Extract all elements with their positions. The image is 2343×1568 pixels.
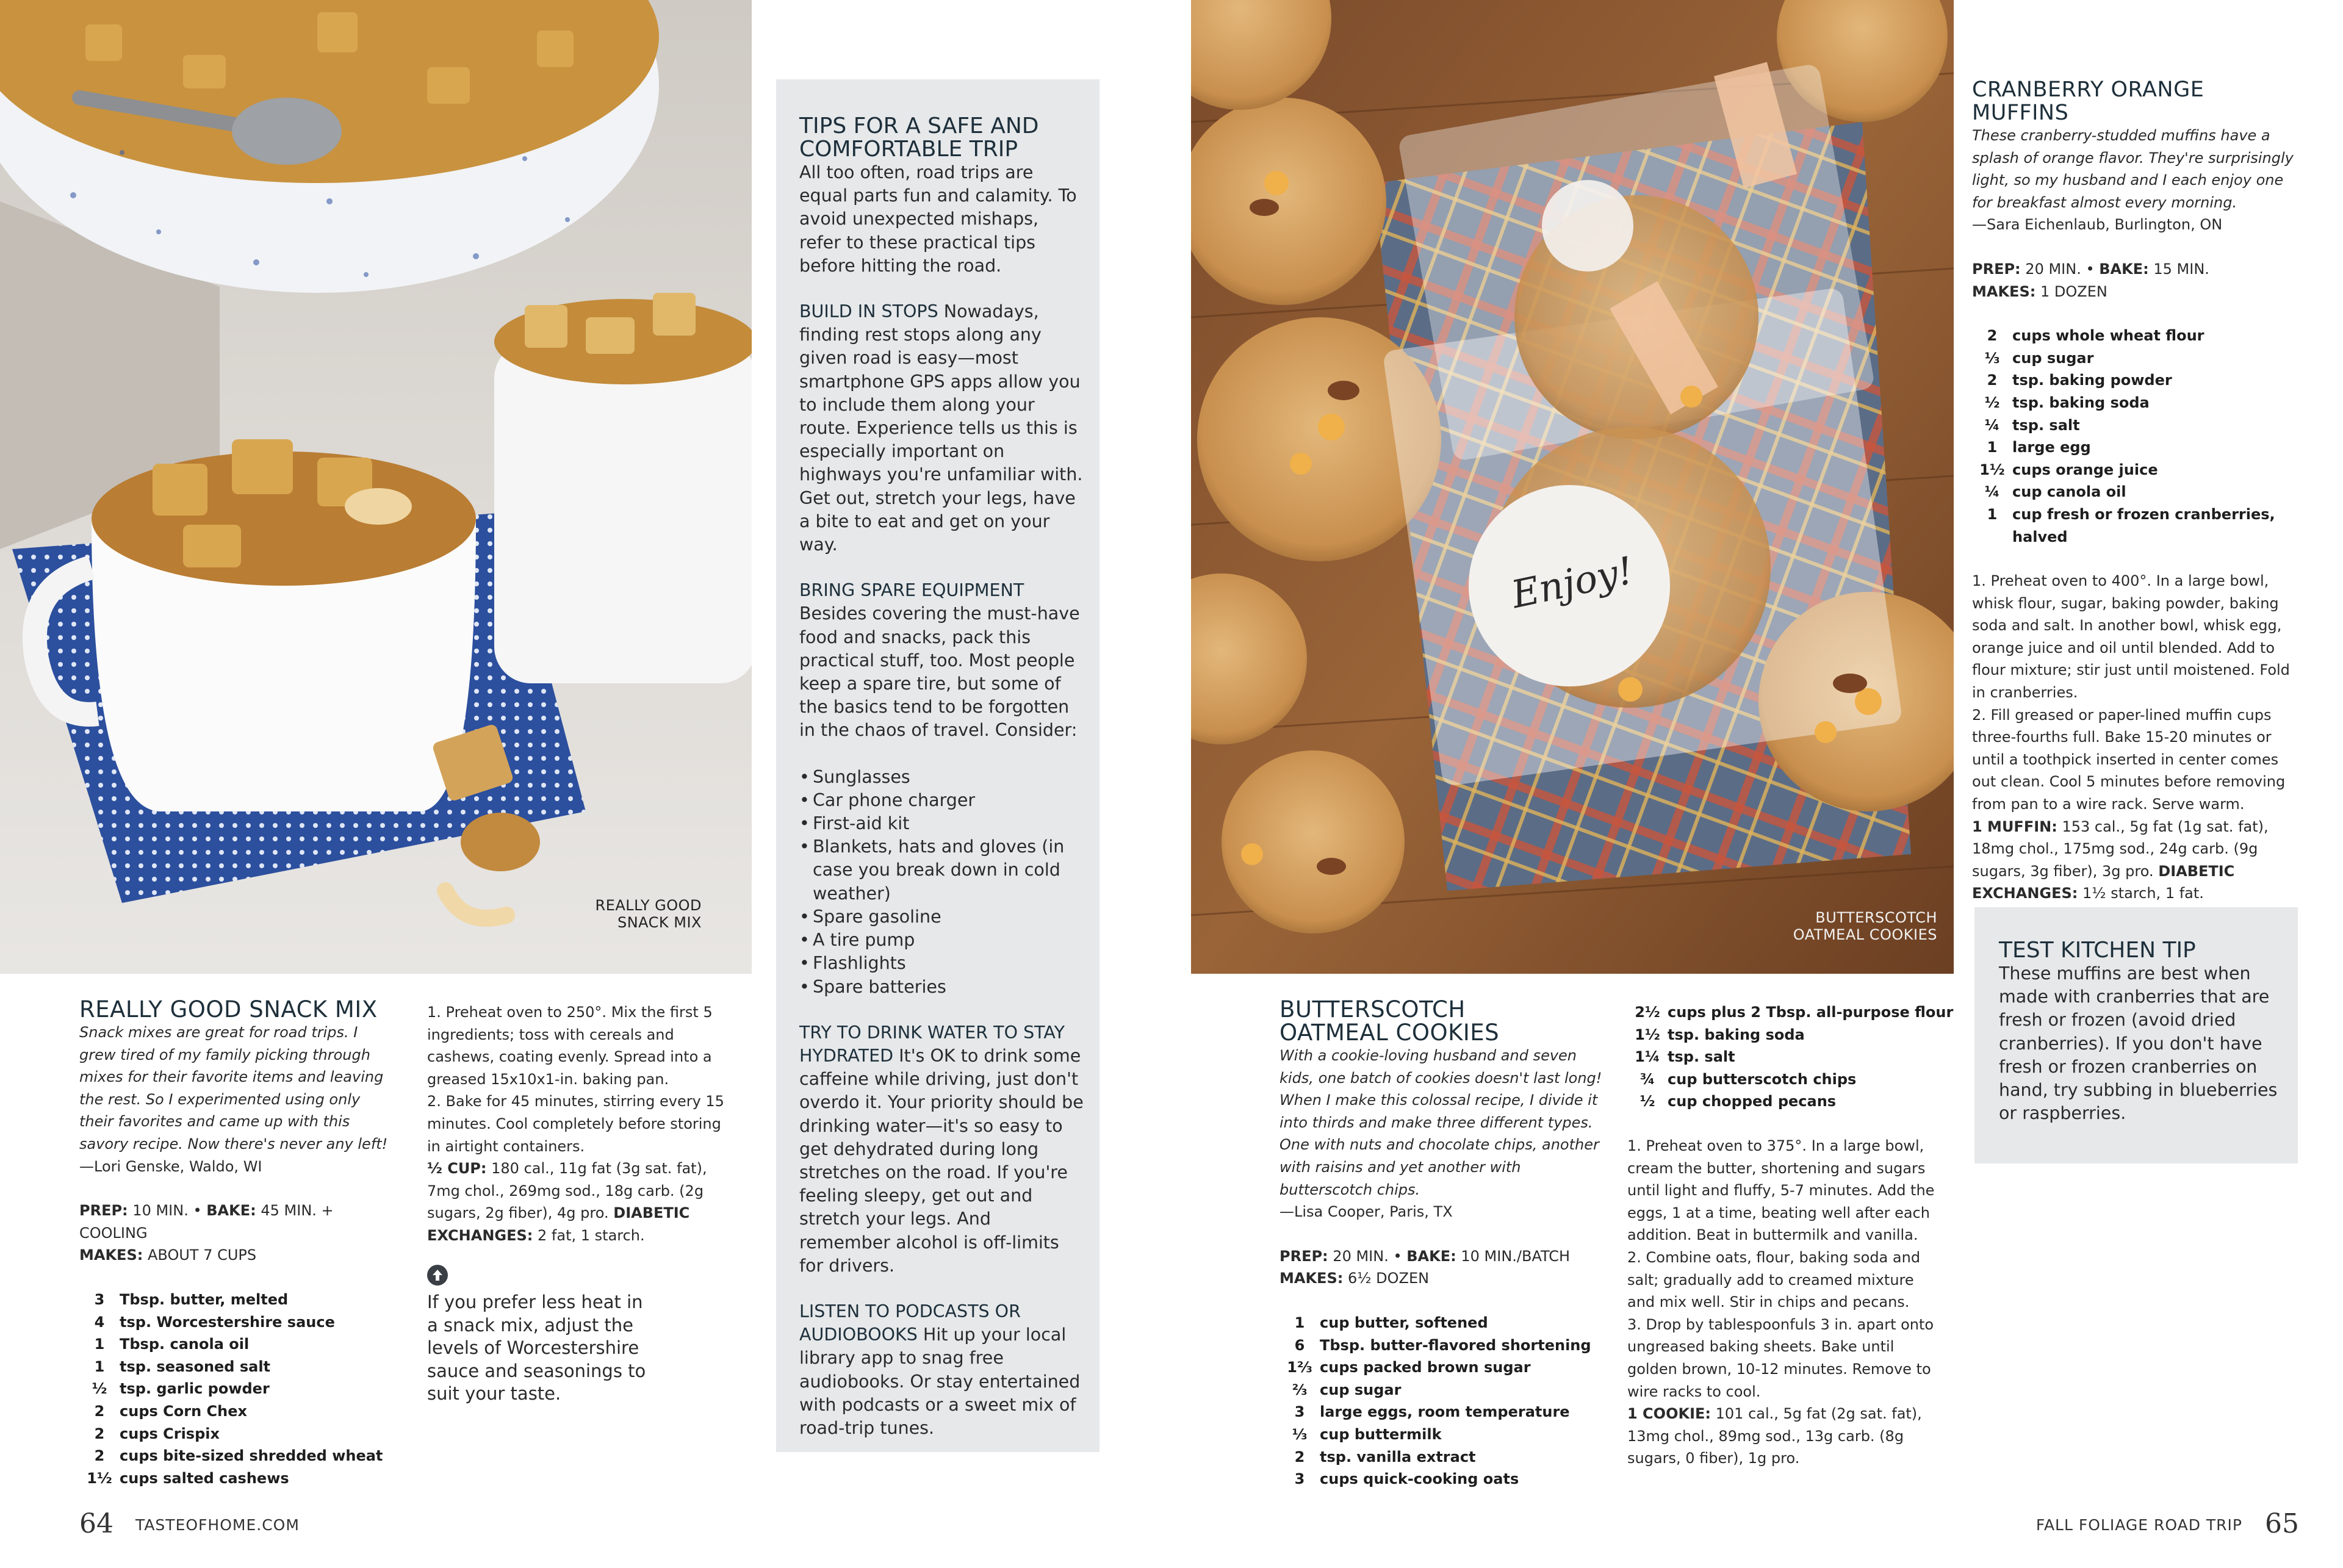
ingredient-name: large eggs, room temperature: [1320, 1403, 1570, 1421]
recipe-intro: With a cookie-loving husband and seven kids, one batch of cookies doesn't last long! When I make this colossal recipe, I divide it into thirds and make three different types. One with nuts and chocolate chips, another with raisins and yet another with butterscotch chips.: [1279, 1047, 1602, 1198]
ingredient-name: tsp. salt: [1668, 1048, 1735, 1066]
enjoy-tag-text: Enjoy!: [1507, 547, 1638, 617]
ingredient-qty: 4: [94, 1313, 105, 1331]
list-item: • Spare gasoline: [799, 905, 1085, 929]
recipe-title: CRANBERRY ORANGE MUFFINS: [1972, 77, 2204, 125]
ingredient-qty: 3: [1294, 1470, 1305, 1488]
sidebar-title-line: COMFORTABLE TRIP: [799, 137, 1018, 162]
ingredient-name: tsp. baking soda: [1668, 1026, 1805, 1043]
ingredient-item: [1972, 414, 2302, 437]
bake-value: 15 MIN.: [2153, 260, 2209, 278]
sidebar-intro: All too often, road trips are equal parts fun and calamity. To avoid unexpected mishaps, refer to these practical tips before hitting the road.: [799, 162, 1077, 276]
ingredient-name: cups salted cashews: [120, 1469, 289, 1487]
sidebar-title: [799, 115, 1085, 161]
prep-bake-line: [1279, 1245, 1609, 1268]
ingredient-qty: 1: [94, 1358, 105, 1375]
recipe-byline: —Lisa Cooper, Paris, TX: [1279, 1203, 1453, 1221]
page-number-left: 64: [79, 1508, 113, 1539]
ingredient-item: [79, 1356, 397, 1378]
cookies-photo-caption: [1793, 909, 1937, 943]
equipment-list: [799, 766, 1085, 999]
ingredient-item: [1627, 1024, 1957, 1046]
ingredient-item: [1279, 1423, 1609, 1446]
snack-mix-tip: If you prefer less heat in a snack mix, adjust the levels of Worcestershire sauce and seasonings to suit your taste.: [427, 1292, 646, 1404]
diabetic-label: DIABETIC EXCHANGES:: [1972, 862, 2235, 902]
direction-step: 2. Combine oats, flour, baking soda and salt; gradually add to creamed mixture and mix well. Stir in chips and pecans.: [1627, 1248, 1921, 1311]
direction-step: 1. Preheat oven to 400°. In a large bowl, whisk flour, sugar, baking powder, baking soda and salt. In another bowl, whisk egg, orange juice and oil until blended. Add to flour mixture; stir just until moistened. Fold in cranberries.: [1972, 572, 2290, 702]
snack-mix-recipe: [79, 998, 397, 1489]
ingredient-item: [1972, 347, 2302, 370]
nutrition-label: ½ CUP:: [427, 1160, 487, 1178]
ingredient-item: [79, 1311, 397, 1334]
diabetic-label: DIABETIC EXCHANGES:: [427, 1204, 690, 1244]
ingredient-name: cup chopped pecans: [1668, 1093, 1837, 1110]
ingredient-list: [1627, 1001, 1957, 1113]
ingredient-item: [1972, 503, 2302, 548]
snack-mix-directions: [427, 1001, 726, 1247]
ingredient-qty: 2: [1294, 1448, 1305, 1466]
ingredient-name: cups plus 2 Tbsp. all-purpose flour: [1668, 1004, 1954, 1021]
tip-heading: BUILD IN STOPS: [799, 301, 938, 322]
list-item: • Blankets, hats and gloves (in case you break down in cold weather): [799, 835, 1085, 905]
ingredient-list: [1279, 1312, 1609, 1491]
list-item: • Spare batteries: [799, 976, 1085, 999]
ingredient-qty: ⅔: [1292, 1381, 1308, 1398]
ingredient-name: Tbsp. butter, melted: [120, 1290, 289, 1308]
makes-line: [1972, 281, 2302, 303]
prep-label: PREP:: [79, 1202, 128, 1220]
snack-mix-photo-caption: [596, 897, 702, 931]
ingredient-name: cups whole wheat flour: [2012, 327, 2204, 345]
recipe-intro: Snack mixes are great for road trips. I grew tired of my family picking through mixes for their favorite items and leaving the rest. So I experimented using only their favorites and came up with this savory recipe. Now there's never any left!: [79, 1024, 388, 1153]
ingredient-item: [1627, 1001, 1957, 1024]
ingredient-name: Tbsp. butter-flavored shortening: [1320, 1336, 1591, 1354]
ingredient-qty: 1½: [1635, 1026, 1660, 1043]
ingredient-qty: 1: [1294, 1314, 1305, 1331]
makes-value: ABOUT 7 CUPS: [147, 1246, 257, 1264]
recipe-title: [1279, 998, 1609, 1045]
tip-build-in-stops: [799, 300, 1085, 556]
tip-body: Besides covering the must-have food and snacks, pack this practical stuff, too. Most people keep a spare tire, but some of the basics tend to be forgotten in the chaos of travel. Consider:: [799, 603, 1080, 741]
ingredient-qty: ½: [1639, 1093, 1655, 1110]
nutrition-text: 101 cal., 5g fat (2g sat. fat), 13mg chol., 89mg sod., 13g carb. (8g sugars, 0 fiber), 1g pro.: [1627, 1405, 1922, 1467]
ingredient-list: [79, 1289, 397, 1489]
ingredient-qty: 3: [94, 1290, 105, 1308]
ingredient-qty: ¾: [1639, 1070, 1655, 1088]
ingredient-qty: 1: [1987, 505, 1998, 523]
ingredient-name: cup canola oil: [2012, 483, 2126, 501]
tip-box-text: These muffins are best when made with cranberries that are fresh or frozen (avoid dried cranberries). If you don't have fresh or frozen cranberries on hand, try subbing in blueberries or raspberries.: [1999, 963, 2278, 1124]
tip-heading: LISTEN TO PODCASTS OR AUDIOBOOKS: [799, 1301, 1021, 1345]
tip-body: Hit up your local library app to snag free audiobooks. Or stay entertained with podcasts or a sweet mix of road-trip tunes.: [799, 1325, 1081, 1438]
tip-podcasts: [799, 1300, 1085, 1440]
ingredient-item: [1972, 436, 2302, 459]
nutrition-facts: [1972, 816, 2302, 905]
ingredient-item: [1972, 369, 2302, 392]
sidebar-title-line: TIPS FOR A SAFE AND: [799, 113, 1039, 138]
diabetic-text: 1½ starch, 1 fat.: [2082, 885, 2204, 902]
bake-value: 10 MIN./BATCH: [1461, 1247, 1571, 1265]
ingredient-name: tsp. vanilla extract: [1320, 1448, 1476, 1466]
ingredient-qty: 2: [94, 1402, 105, 1420]
recipe-title-line: OATMEAL COOKIES: [1279, 1020, 1500, 1046]
ingredient-item: [1279, 1379, 1609, 1401]
tip-stay-hydrated: [799, 1021, 1085, 1278]
bake-label: BAKE:: [2099, 260, 2149, 278]
ingredient-name: large egg: [2012, 439, 2091, 456]
ingredient-qty: 6: [1294, 1336, 1305, 1354]
ingredient-qty: 2: [94, 1447, 105, 1465]
ingredient-item: [79, 1423, 397, 1445]
ingredient-name: tsp. garlic powder: [120, 1380, 270, 1398]
direction-step: 3. Drop by tablespoonfuls 3 in. apart onto ungreased baking sheets. Bake until golden brown, 10-12 minutes. Remove to wire racks to cool.: [1627, 1315, 1934, 1400]
ingredient-name: tsp. baking soda: [2012, 394, 2150, 411]
ingredient-item: [79, 1400, 397, 1423]
ingredient-item: [79, 1378, 397, 1400]
ingredient-name: cups packed brown sugar: [1320, 1359, 1531, 1376]
ingredient-item: [1627, 1068, 1957, 1091]
ingredient-qty: ⅓: [1984, 349, 2000, 367]
prep-bake-line: [79, 1199, 397, 1244]
diabetic-text: 2 fat, 1 starch.: [538, 1226, 645, 1244]
direction-step: 1. Preheat oven to 250°. Mix the first 5 ingredients; toss with cereals and cashews, coating evenly. Spread into a greased 15x10x1-in. baking pan.: [427, 1004, 713, 1088]
tip-body: Nowadays, finding rest stops along any given road is easy—most smartphone GPS apps allow you to include them along your route. Experience tells us this is especially important on highways you're unfamiliar with. Get out, stretch your legs, have a bite to eat and get on your way.: [799, 301, 1083, 555]
nutrition-text: 180 cal., 11g fat (3g sat. fat), 7mg chol., 269mg sod., 18g carb. (2g sugars, 2g fiber), 4g pro.: [427, 1160, 707, 1222]
cookies-recipe: [1279, 998, 1609, 1491]
direction-step: 2. Bake for 45 minutes, stirring every 15 minutes. Cool completely before storing in airtight containers.: [427, 1093, 724, 1155]
ingredient-item: [79, 1467, 397, 1490]
caption-line: SNACK MIX: [617, 914, 702, 931]
ingredient-name: Tbsp. canola oil: [120, 1336, 250, 1353]
ingredient-item: [1279, 1312, 1609, 1334]
ingredient-name: tsp. baking powder: [2012, 372, 2172, 389]
ingredient-qty: 2: [1987, 327, 1998, 345]
ingredient-item: [79, 1333, 397, 1356]
nutrition-facts: [1627, 1403, 1945, 1470]
tip-heading: TRY TO DRINK WATER TO STAY HYDRATED: [799, 1022, 1065, 1066]
recipe-byline: —Sara Eichenlaub, Burlington, ON: [1972, 216, 2223, 234]
ingredient-item: [1279, 1334, 1609, 1357]
ingredient-name: cups orange juice: [2012, 461, 2158, 478]
ingredient-item: [79, 1289, 397, 1311]
recipe-timing: [1279, 1245, 1609, 1290]
prep-value: 20 MIN. •: [1333, 1247, 1402, 1265]
makes-label: MAKES:: [79, 1246, 143, 1264]
list-item: • First-aid kit: [799, 812, 1085, 835]
ingredient-name: cup butter, softened: [1320, 1314, 1488, 1331]
recipe-byline: —Lori Genske, Waldo, WI: [79, 1157, 262, 1175]
recipe-title-line: BUTTERSCOTCH: [1279, 996, 1466, 1023]
bake-label: BAKE:: [1406, 1247, 1456, 1265]
prep-value: 20 MIN. •: [2025, 260, 2095, 278]
ingredient-item: [1279, 1356, 1609, 1379]
ingredient-qty: ¼: [1984, 483, 2000, 501]
nutrition-label: 1 COOKIE:: [1627, 1405, 1711, 1423]
tip-box-title: TEST KITCHEN TIP: [1999, 938, 2196, 963]
caption-line: REALLY GOOD: [595, 897, 702, 914]
caption-line: OATMEAL COOKIES: [1793, 926, 1937, 943]
ingredient-name: cups quick-cooking oats: [1320, 1470, 1519, 1488]
cookies-recipe-continued: [1627, 1001, 1957, 1470]
ingredient-item: [1972, 459, 2302, 481]
list-item: • Car phone charger: [799, 789, 1085, 812]
ingredient-name: tsp. Worcestershire sauce: [120, 1313, 335, 1331]
section-name: FALL FOLIAGE ROAD TRIP: [2035, 1516, 2242, 1534]
ingredient-item: [1627, 1046, 1957, 1068]
ingredient-name: cup buttermilk: [1320, 1425, 1442, 1443]
prep-bake-line: [1972, 258, 2302, 281]
page-number-right: 65: [2265, 1508, 2299, 1539]
bake-value: 45 MIN. + COOLING: [79, 1202, 334, 1242]
recipe-timing: [79, 1199, 397, 1267]
ingredient-name: cup sugar: [1320, 1381, 1402, 1398]
ingredient-qty: ⅓: [1292, 1425, 1308, 1443]
ingredient-qty: 3: [1294, 1403, 1305, 1421]
list-item: • Sunglasses: [799, 766, 1085, 789]
makes-label: MAKES:: [1972, 282, 2036, 300]
cookies-photo: [1191, 0, 1954, 974]
tip-body: It's OK to drink some caffeine while driving, just don't overdo it. Your priority should be drinking water—it's so easy to get dehydrated during long stretches on the road. If you're feeling sleepy, get out and stretch your legs. And remember alcohol is off-limits for drivers.: [799, 1045, 1084, 1276]
bake-label: BAKE:: [206, 1202, 256, 1220]
ingredient-name: tsp. seasoned salt: [120, 1358, 271, 1375]
recipe-intro: These cranberry-studded muffins have a splash of orange flavor. They're surprisingly light, so my husband and I each enjoy one for breakfast almost every morning.: [1972, 127, 2294, 211]
ingredient-qty: ¼: [1984, 416, 2000, 434]
ingredient-item: [1627, 1090, 1957, 1113]
ingredient-qty: 2: [94, 1425, 105, 1442]
ingredient-name: tsp. salt: [2012, 416, 2080, 434]
site-name: TASTEOFHOME.COM: [135, 1516, 300, 1534]
nutrition-text: 153 cal., 5g fat (1g sat. fat), 18mg chol., 175mg sod., 24g carb. (9g sugars, 3g fiber), 3g pro.: [1972, 818, 2269, 880]
prep-label: PREP:: [1972, 260, 2021, 278]
makes-line: [79, 1244, 397, 1267]
test-kitchen-tip-box: [1974, 907, 2298, 1163]
list-item: • Flashlights: [799, 952, 1085, 975]
ingredient-name: cup butterscotch chips: [1668, 1070, 1857, 1088]
recipe-title: REALLY GOOD SNACK MIX: [79, 996, 378, 1023]
ingredient-item: [1972, 481, 2302, 503]
ingredient-item: [1279, 1401, 1609, 1423]
ingredient-name: cups bite-sized shredded wheat: [120, 1447, 383, 1465]
makes-label: MAKES:: [1279, 1270, 1344, 1287]
makes-value: 1 DOZEN: [2040, 282, 2107, 300]
snack-mix-photo: [0, 0, 752, 974]
ingredient-name: cups Corn Chex: [120, 1402, 247, 1420]
ingredient-item: [1972, 392, 2302, 414]
ingredient-qty: ½: [92, 1380, 107, 1398]
nutrition-label: 1 MUFFIN:: [1972, 818, 2057, 835]
prep-value: 10 MIN. •: [132, 1202, 202, 1220]
direction-step: 2. Fill greased or paper-lined muffin cups three-fourths full. Bake 15-20 minutes or until a toothpick inserted in center comes out clean. Cool 5 minutes before removing from pan to a wire rack. Serve warm.: [1972, 706, 2286, 813]
ingredient-qty: 1⅔: [1287, 1359, 1312, 1376]
ingredient-name: cup sugar: [2012, 349, 2094, 367]
tip-arrow-icon: [427, 1265, 448, 1286]
ingredient-name: cups Crispix: [120, 1425, 220, 1442]
muffins-recipe: [1972, 78, 2302, 905]
direction-step: 1. Preheat oven to 375°. In a large bowl, cream the butter, shortening and sugars until light and fluffy, 5-7 minutes. Add the eggs, 1 at a time, beating well after each addition. Beat in buttermilk and vanilla.: [1627, 1137, 1935, 1244]
ingredient-qty: 2½: [1635, 1004, 1660, 1021]
ingredient-item: [1279, 1446, 1609, 1469]
ingredient-qty: 1: [1987, 439, 1998, 456]
ingredient-list: [1972, 325, 2302, 548]
caption-line: BUTTERSCOTCH: [1815, 909, 1937, 926]
ingredient-qty: 2: [1987, 372, 1998, 389]
ingredient-item: [1972, 325, 2302, 347]
ingredient-qty: 1: [94, 1336, 105, 1353]
ingredient-qty: ½: [1984, 394, 2000, 411]
muffins-directions: [1972, 570, 2302, 905]
cookies-directions: [1627, 1135, 1945, 1470]
ingredient-qty: 1½: [87, 1469, 112, 1487]
list-item: • A tire pump: [799, 929, 1085, 952]
prep-label: PREP:: [1279, 1247, 1328, 1265]
ingredient-name: cup fresh or frozen cranberries, halved: [2012, 505, 2275, 545]
ingredient-qty: 1¼: [1635, 1048, 1660, 1066]
nutrition-facts: [427, 1157, 726, 1246]
ingredient-item: [79, 1445, 397, 1467]
recipe-timing: [1972, 258, 2302, 303]
makes-line: [1279, 1267, 1609, 1290]
makes-value: 6½ DOZEN: [1347, 1270, 1430, 1287]
ingredient-item: [1279, 1468, 1609, 1491]
road-trip-tips-sidebar: [776, 79, 1100, 1452]
ingredient-qty: 1½: [1979, 461, 2005, 478]
tip-heading: BRING SPARE EQUIPMENT: [799, 580, 1024, 601]
